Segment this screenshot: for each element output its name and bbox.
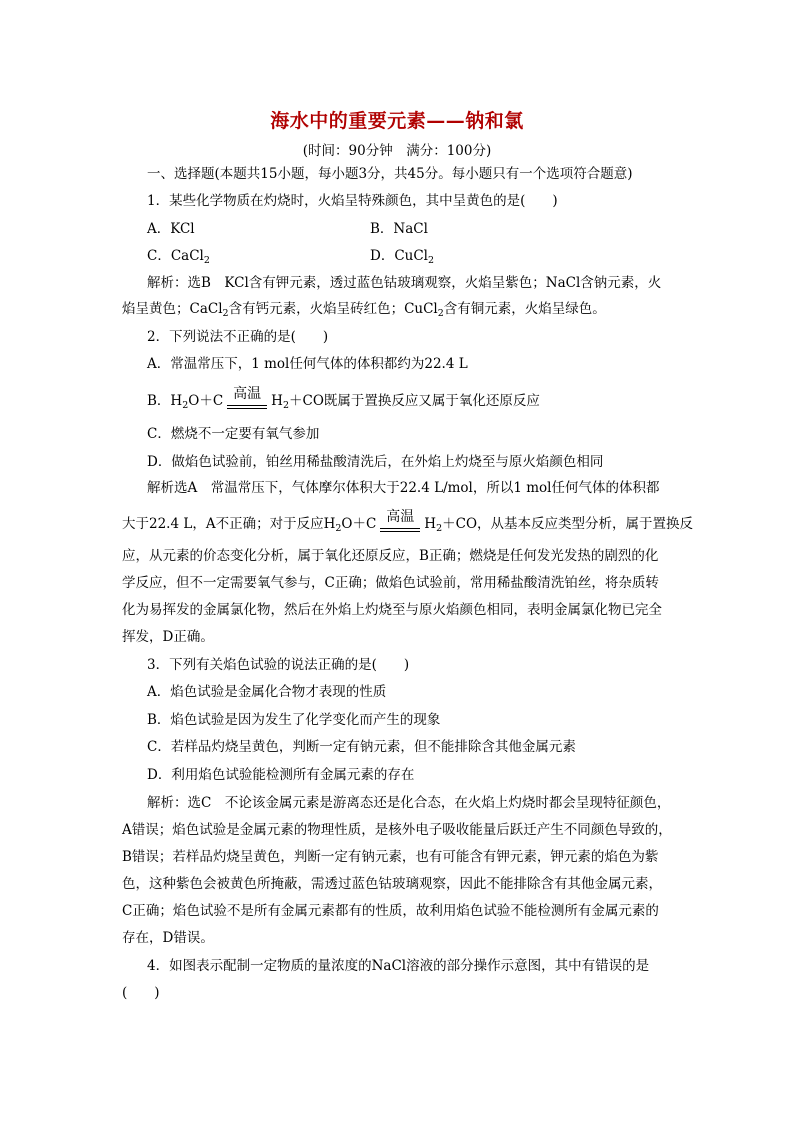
- q1-option-b: B．NaCl: [370, 221, 428, 237]
- subscript: 2: [203, 255, 210, 266]
- subscript: 2: [335, 523, 342, 534]
- subscript: 2: [428, 255, 435, 266]
- document-title: 海水中的重要元素——钠和氯: [270, 110, 524, 132]
- q3-explanation-line: A错误；焰色试验是金属元素的物理性质，是核外电子吸收能量后跃迁产生不同颜色导致的，: [122, 822, 672, 838]
- text: H: [271, 393, 283, 409]
- text: B．H: [147, 393, 183, 409]
- reaction-condition: [378, 509, 422, 539]
- condition-label: 高温: [233, 386, 262, 402]
- text: ＋CO，从基本反应类型分析，属于置换反: [442, 516, 694, 532]
- q2-explanation-line: 应，从元素的价态变化分析，属于氧化还原反应，B正确；燃烧是任何发光发热的剧烈的化: [122, 548, 659, 564]
- text: H: [424, 516, 437, 532]
- text: D．CuCl: [370, 248, 428, 264]
- text: 含有铜元素，火焰呈绿色。: [443, 301, 606, 317]
- text: O＋C: [341, 516, 377, 532]
- subscript: 2: [436, 523, 443, 534]
- q2-option-a: A．常温常压下，1 mol任何气体的体积都约为22.4 L: [147, 356, 468, 372]
- reaction-condition: [225, 386, 269, 416]
- subscript: 2: [437, 308, 444, 319]
- q3-explanation-line: B错误；若样品灼烧呈黄色，判断一定有钠元素，也有可能含有钾元素，钾元素的焰色为紫: [122, 849, 659, 865]
- text: 含有钙元素，火焰呈砖红色；CuCl: [228, 301, 438, 317]
- q3-explanation-line: 存在，D错误。: [122, 930, 214, 946]
- subscript: 2: [182, 400, 189, 411]
- q1-explanation-line: [122, 299, 606, 324]
- equals-line: [380, 531, 420, 532]
- equals-line: [227, 405, 267, 406]
- q2-explanation-line: 解析选A 常温常压下，气体摩尔体积大于22.4 L/mol，所以1 mol任何气体的体积都: [147, 480, 660, 496]
- q2-explanation-line: 化为易挥发的金属氯化物，然后在外焰上灼烧至与原火焰颜色相同，表明金属氯化物已完全: [122, 602, 662, 618]
- q1-stem: 1．某些化学物质在灼烧时，火焰呈特殊颜色，其中呈黄色的是( ): [147, 193, 558, 209]
- equals-line: [227, 408, 267, 409]
- equals-line: [380, 528, 420, 529]
- q2-explanation-line: [122, 509, 694, 539]
- q2-option-c: C．燃烧不一定要有氧气参加: [147, 426, 320, 442]
- q3-explanation-line: C正确；焰色试验不是所有金属元素都有的性质，故利用焰色试验不能检测所有金属元素的: [122, 903, 659, 919]
- q4-stem-continued: ( ): [122, 985, 160, 1001]
- q2-stem: 2．下列说法不正确的是( ): [147, 329, 329, 345]
- q2-explanation-line: 挥发，D正确。: [122, 629, 214, 645]
- q1-option-d: [370, 246, 434, 271]
- q3-explanation-line: 解析：选C 不论该金属元素是游离态还是化合态，在火焰上灼烧时都会呈现特征颜色，: [147, 795, 671, 811]
- q3-stem: 3．下列有关焰色试验的说法正确的是( ): [147, 657, 410, 673]
- q3-explanation-line: 色，这种紫色会被黄色所掩蔽，需透过蓝色钴玻璃观察，因此不能排除含有其他金属元素，: [122, 876, 662, 892]
- q3-option-b: B．焰色试验是因为发生了化学变化而产生的现象: [147, 712, 441, 728]
- text: 大于22.4 L，A不正确；对于反应H: [122, 516, 336, 532]
- q2-option-d: D．做焰色试验前，铂丝用稀盐酸清洗后，在外焰上灼烧至与原火焰颜色相同: [147, 454, 604, 470]
- text: C．CaCl: [147, 248, 204, 264]
- text: 焰呈黄色；CaCl: [122, 301, 223, 317]
- subscript: 2: [222, 308, 229, 319]
- q3-option-d: D．利用焰色试验能检测所有金属元素的存在: [147, 767, 415, 783]
- q1-option-c: [147, 246, 210, 271]
- text: ＋CO既属于置换反应又属于氧化还原反应: [288, 393, 540, 409]
- q3-option-a: A．焰色试验是金属化合物才表现的性质: [147, 684, 387, 700]
- section-heading: 一、选择题(本题共15小题，每小题3分，共45分。每小题只有一个选项符合题意): [147, 166, 633, 182]
- condition-label: 高温: [386, 509, 415, 525]
- text: O＋C: [188, 393, 224, 409]
- q2-option-b: [147, 386, 540, 416]
- q1-option-a: A．KCl: [147, 221, 195, 237]
- q1-explanation-line: 解析：选B KCl含有钾元素，透过蓝色钴玻璃观察，火焰呈紫色；NaCl含钠元素，火: [147, 275, 662, 291]
- subscript: 2: [282, 400, 289, 411]
- q3-option-c: C．若样品灼烧呈黄色，判断一定有钠元素，但不能排除含其他金属元素: [147, 739, 576, 755]
- exam-info: (时间：90分钟 满分：100分): [302, 143, 492, 159]
- q4-stem: 4．如图表示配制一定物质的量浓度的NaCl溶液的部分操作示意图，其中有错误的是: [147, 958, 650, 974]
- q2-explanation-line: 学反应，但不一定需要氧气参与，C正确；做焰色试验前，常用稀盐酸清洗铂丝，将杂质转: [122, 575, 659, 591]
